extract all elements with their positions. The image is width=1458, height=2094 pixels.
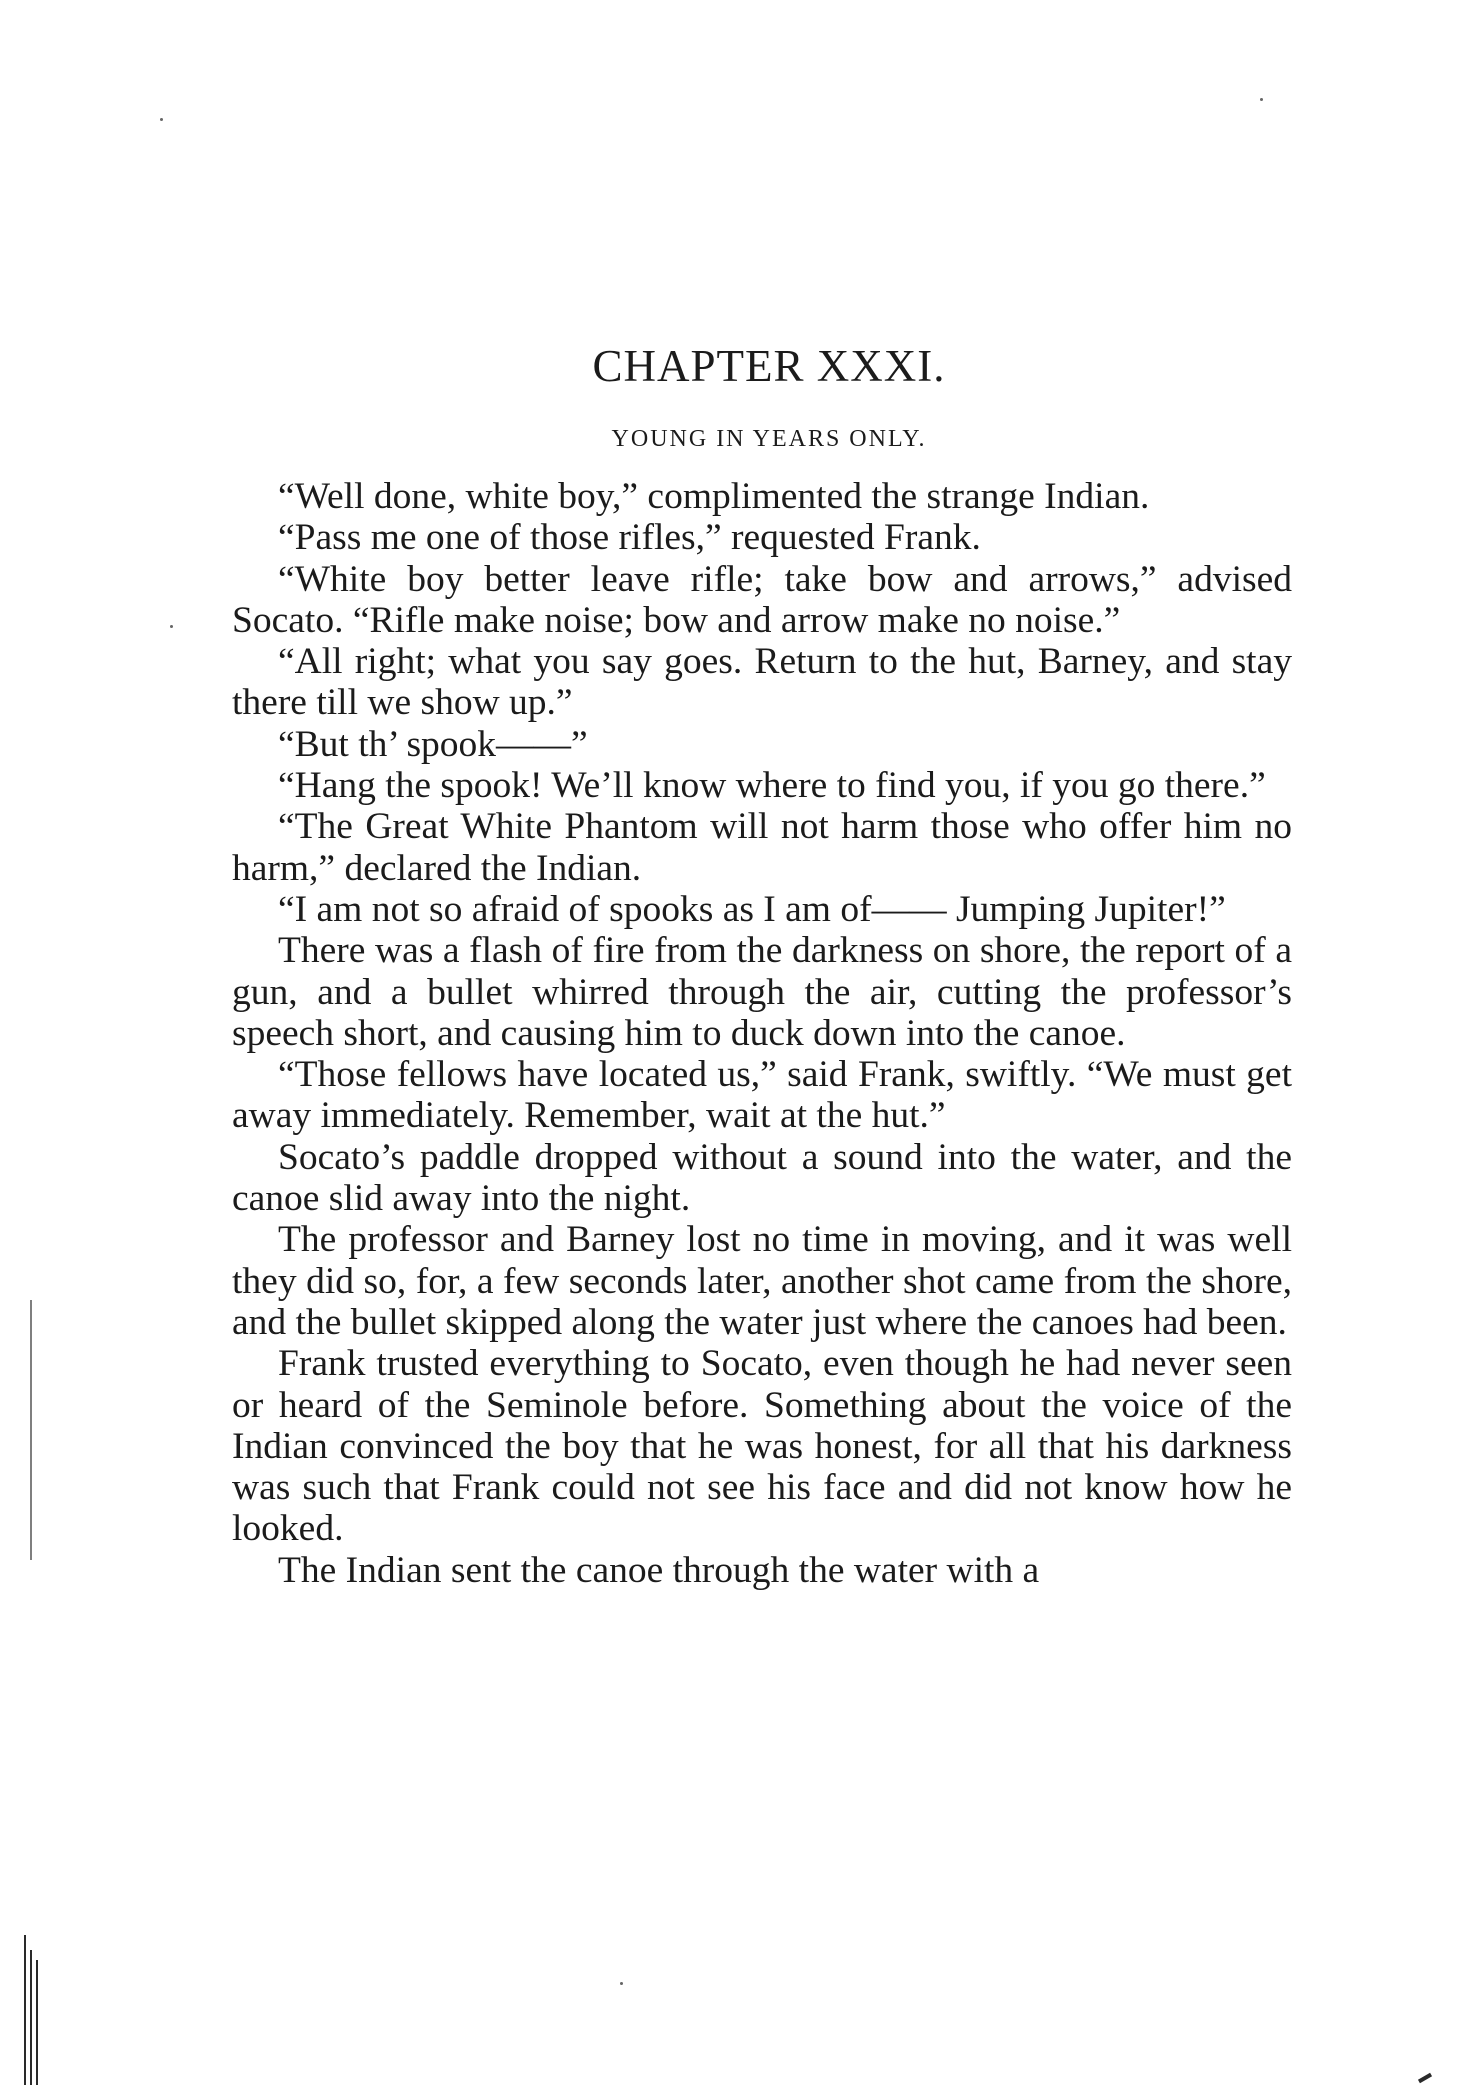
scan-gutter-line — [30, 1950, 32, 2085]
paragraph: “Well done, white boy,” complimented the strange Indian. — [278, 476, 1150, 517]
scan-corner-mark — [1418, 2073, 1432, 2083]
paragraph: “All right; what you say goes. Return to the hut, Barney, and stay there till we show up.” — [232, 641, 1292, 724]
paragraph: The professor and Barney lost no time in moving, and it was well they did so, for, a few seconds later, another shot came from the shore, and the bullet skipped along the water just where the canoes had been. — [232, 1219, 1292, 1343]
paragraph: There was a flash of fire from the darkness on shore, the report of a gun, and a bullet whirred through the air, cutting the professor’s speech short, and causing him to duck down into the canoe. — [232, 930, 1292, 1054]
paragraph: “But th’ spook——” — [278, 723, 588, 765]
paragraph: Frank trusted everything to Socato, even though he had never seen or heard of the Seminole before. Something about the voice of the Indian convinced the boy that he was honest, for all that his darkness was such that Frank could not see his face and did not know how he looked. — [232, 1343, 1292, 1550]
paragraph: “Those fellows have located us,” said Frank, swiftly. “We must get away immediately. Remember, wait at the hut.” — [232, 1054, 1292, 1137]
scan-speck — [170, 625, 173, 628]
paragraph: “Pass me one of those rifles,” requested Frank. — [278, 517, 981, 559]
paragraph: The Indian sent the canoe through the water with a — [278, 1549, 1040, 1591]
paragraph: “White boy better leave rifle; take bow and arrows,” advised Socato. “Rifle make noise; bow and arrow make no noise.” — [232, 558, 1292, 641]
scan-speck — [1260, 98, 1263, 101]
scan-speck — [160, 118, 163, 121]
chapter-title: CHAPTER XXXI. — [592, 341, 946, 391]
scan-speck — [620, 1982, 623, 1985]
scan-gutter-line — [30, 1300, 32, 1560]
chapter-body — [232, 476, 1292, 1591]
scan-gutter-line — [36, 1960, 38, 2085]
paragraph: Socato’s paddle dropped without a sound into the water, and the canoe slid away into the night. — [232, 1136, 1292, 1220]
paragraph: “The Great White Phantom will not harm those who offer him no harm,” declared the Indian. — [232, 806, 1292, 889]
paragraph: “Hang the spook! We’ll know where to find you, if you go there.” — [278, 765, 1266, 807]
paragraph: “I am not so afraid of spooks as I am of—— Jumping Jupiter!” — [278, 888, 1226, 930]
chapter-subtitle: YOUNG IN YEARS ONLY. — [611, 426, 927, 452]
scan-gutter-line — [24, 1935, 26, 2085]
